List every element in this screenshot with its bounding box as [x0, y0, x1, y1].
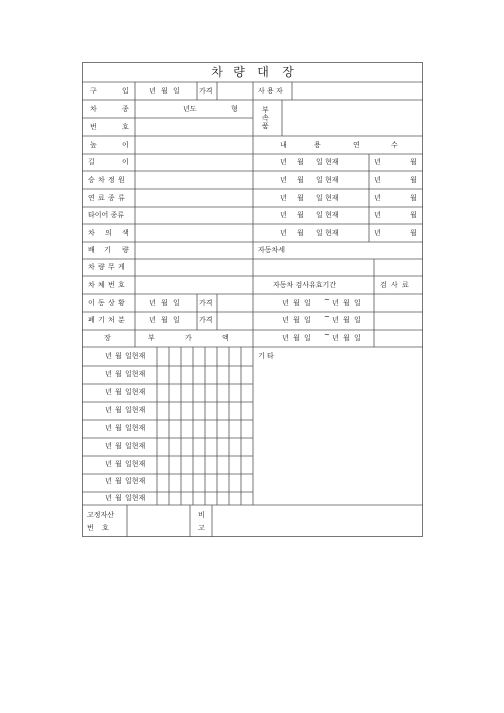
fuel-type-label: 연 료 종 류	[88, 194, 125, 202]
ledger-row-3: 년 월 일현재	[105, 388, 146, 396]
purchase-label-1: 구	[90, 87, 97, 95]
title-char-4: 장	[282, 65, 294, 79]
transfer-period-end[interactable]: 년 월 일	[332, 299, 361, 307]
transfer-date[interactable]: 년 월 일	[149, 299, 180, 307]
book-value-label-1: 장	[104, 334, 111, 342]
status-day-5: 일 현재	[316, 229, 339, 237]
book-period-end[interactable]: 년 월 일	[332, 334, 361, 342]
purchase-price-label: 가격	[199, 87, 213, 95]
life-month-1: 월	[410, 158, 417, 166]
status-month-4: 월	[297, 211, 304, 219]
status-day-4: 일 현재	[316, 211, 339, 219]
other-label: 기 타	[258, 352, 274, 360]
chassis-number-label: 차 체 번 호	[88, 281, 125, 289]
book-period-tilde: ~	[324, 331, 330, 339]
number-label-2: 호	[122, 123, 129, 131]
length-label-1: 길	[88, 158, 95, 166]
inspection-validity-label: 자동차 검사유효기간	[273, 281, 337, 289]
transfer-status-label: 이 동 상 황	[88, 299, 125, 307]
displacement-label-1: 배	[88, 246, 95, 254]
status-day-2: 일 현재	[316, 176, 339, 184]
vehicle-register-form	[82, 62, 423, 537]
life-year-3: 년	[374, 194, 381, 202]
book-value-label-2: 부	[148, 334, 155, 342]
purchase-label-2: 입	[122, 87, 129, 95]
color-label-3: 색	[122, 229, 129, 237]
life-year-2: 년	[374, 176, 381, 184]
disposal-date[interactable]: 년 월 일	[149, 316, 180, 324]
useful-life-2: 용	[314, 141, 321, 149]
color-label-2: 의	[105, 229, 112, 237]
fixed-asset-label-2: 번 호	[87, 524, 109, 532]
vehicle-type-label-1: 차	[90, 105, 97, 113]
remarks-label-1: 비	[198, 511, 205, 519]
disposal-period-tilde: ~	[324, 313, 330, 321]
status-year-1: 년	[280, 158, 287, 166]
length-label-2: 이	[122, 158, 129, 166]
number-label-1: 번	[90, 123, 97, 131]
book-value-label-4: 액	[222, 334, 229, 342]
life-month-5: 월	[410, 229, 417, 237]
disposal-price-label: 가격	[199, 316, 213, 324]
life-month-2: 월	[410, 176, 417, 184]
accessories-label-1: 부	[262, 106, 269, 114]
life-month-3: 월	[410, 194, 417, 202]
disposal-period-start[interactable]: 년 월 일	[282, 316, 311, 324]
life-year-1: 년	[374, 158, 381, 166]
transfer-period-tilde: ~	[324, 296, 330, 304]
tire-type-label: 타이어 종류	[88, 211, 125, 219]
status-year-2: 년	[280, 176, 287, 184]
status-day-1: 일 현재	[316, 158, 339, 166]
useful-life-1: 내	[280, 141, 287, 149]
user-label: 사 용 자	[258, 87, 283, 95]
ledger-row-6: 년 월 일현재	[105, 442, 146, 450]
remarks-label-2: 고	[198, 524, 205, 532]
title-char-2: 량	[233, 65, 245, 79]
ledger-row-9: 년 월 일현재	[105, 494, 146, 502]
useful-life-4: 수	[391, 141, 398, 149]
ledger-row-4: 년 월 일현재	[105, 406, 146, 414]
vehicle-model[interactable]: 형	[231, 105, 238, 113]
title-char-3: 대	[257, 65, 269, 79]
status-month-5: 월	[297, 229, 304, 237]
status-month-1: 월	[297, 158, 304, 166]
status-month-2: 월	[297, 176, 304, 184]
accessories-label-2: 속	[262, 114, 269, 122]
title-char-1: 차	[211, 65, 223, 79]
accessories-label-3: 품	[262, 122, 269, 130]
vehicle-weight-label: 차 량 무 게	[88, 263, 125, 271]
ledger-row-7: 년 월 일현재	[105, 460, 146, 468]
ledger-row-5: 년 월 일현재	[105, 424, 146, 432]
status-year-4: 년	[280, 211, 287, 219]
inspection-fee-label: 검 사 료	[380, 281, 409, 289]
ledger-row-1: 년 월 일현재	[105, 352, 146, 360]
status-year-3: 년	[280, 194, 287, 202]
height-label-2: 이	[122, 141, 129, 149]
book-value-label-3: 가	[185, 334, 192, 342]
ledger-row-2: 년 월 일현재	[105, 370, 146, 378]
vehicle-tax-label: 자동차세	[258, 246, 286, 254]
displacement-label-3: 량	[122, 246, 129, 254]
life-year-5: 년	[374, 229, 381, 237]
vehicle-type-label-2: 종	[122, 105, 129, 113]
seating-capacity-label: 승 차 정 원	[88, 176, 125, 184]
status-year-5: 년	[280, 229, 287, 237]
vehicle-year[interactable]: 년도	[183, 105, 197, 113]
life-month-4: 월	[410, 211, 417, 219]
fixed-asset-label-1: 고정자산	[87, 511, 115, 519]
disposal-period-end[interactable]: 년 월 일	[332, 316, 361, 324]
status-day-3: 일 현재	[316, 194, 339, 202]
transfer-price-label: 가격	[199, 299, 213, 307]
book-period-start[interactable]: 년 월 일	[282, 334, 311, 342]
height-label-1: 높	[90, 141, 97, 149]
life-year-4: 년	[374, 211, 381, 219]
ledger-row-8: 년 월 일현재	[105, 477, 146, 485]
displacement-label-2: 기	[104, 246, 111, 254]
useful-life-3: 연	[353, 141, 360, 149]
status-month-3: 월	[297, 194, 304, 202]
transfer-period-start[interactable]: 년 월 일	[282, 299, 311, 307]
purchase-date[interactable]: 년 월 일	[149, 87, 180, 95]
color-label-1: 차	[88, 229, 95, 237]
disposal-label: 폐 기 처 분	[88, 316, 125, 324]
